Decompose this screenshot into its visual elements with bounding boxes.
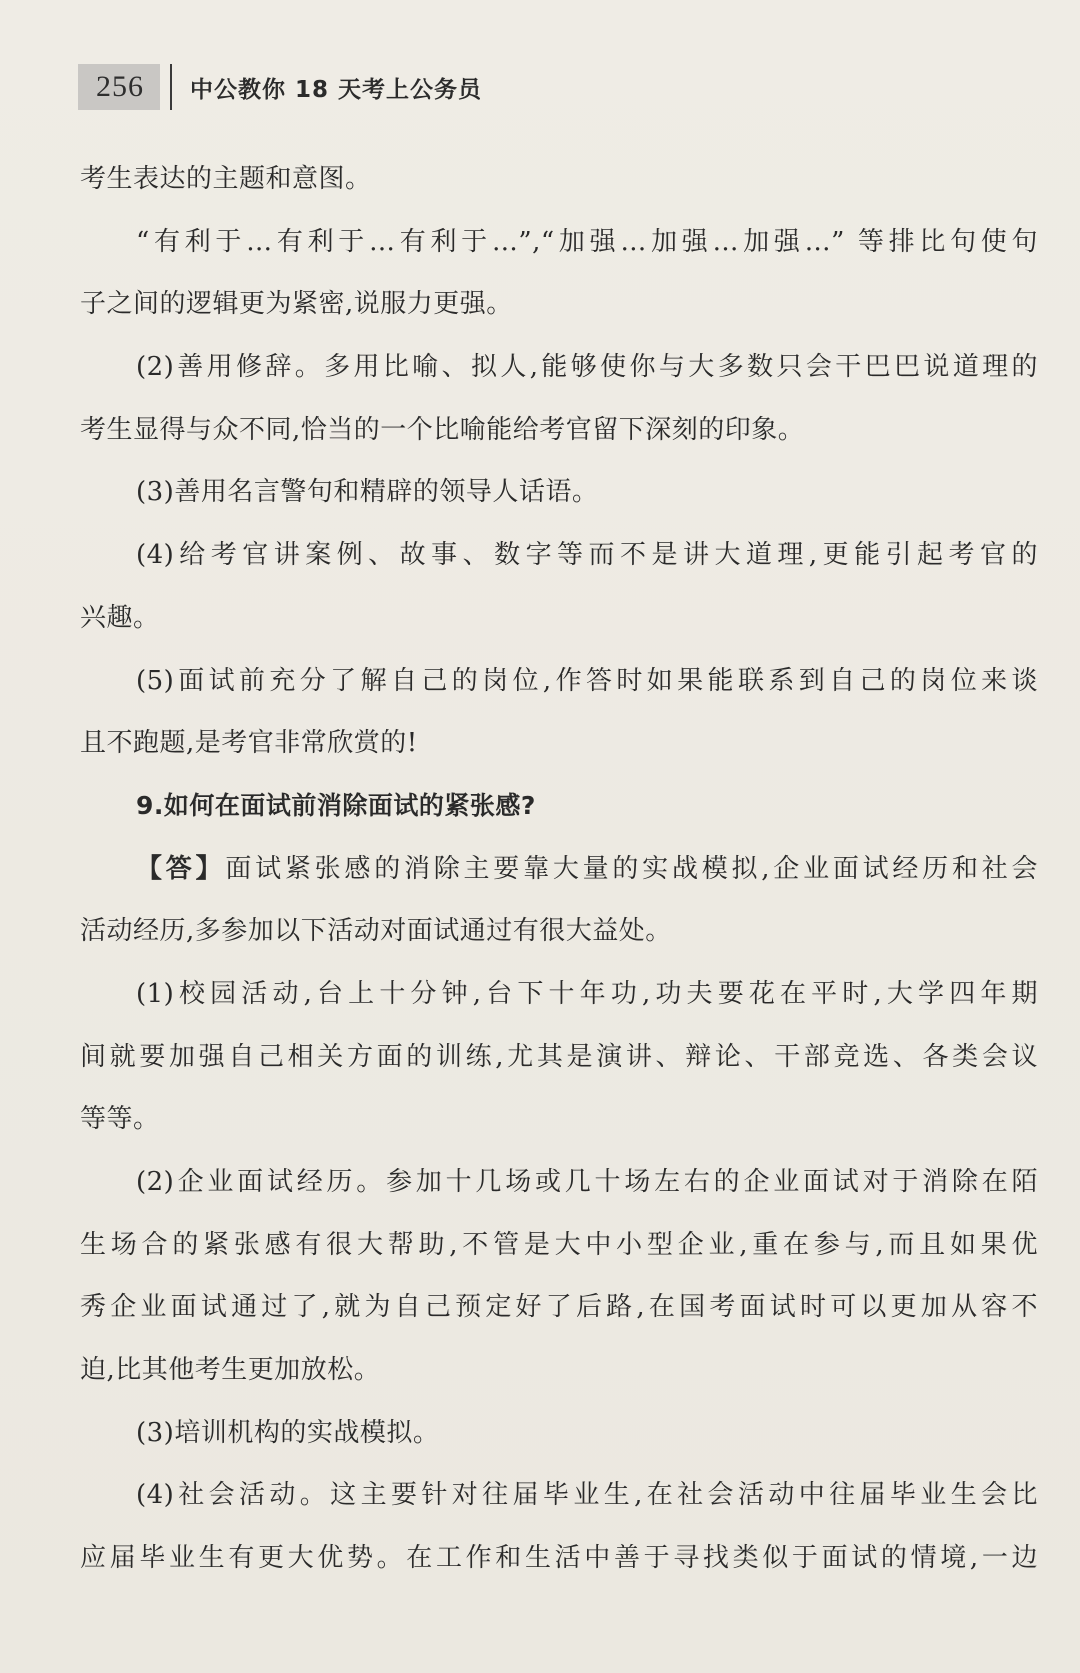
- text-line: (4)给考官讲案例、故事、数字等而不是讲大道理,更能引起考官的: [136, 540, 1038, 571]
- text-line: 秀企业面试通过了,就为自己预定好了后路,在国考面试时可以更加从容不: [80, 1292, 1038, 1323]
- text-line: 且不跑题,是考官非常欣赏的!: [80, 728, 418, 759]
- answer-tag: 【答】: [136, 853, 226, 884]
- text-line: 考生表达的主题和意图。: [80, 164, 372, 194]
- text-line: 间就要加强自己相关方面的训练,尤其是演讲、辩论、干部竞选、各类会议: [80, 1041, 1038, 1072]
- text-line: 迫,比其他考生更加放松。: [80, 1355, 381, 1386]
- text-line: 兴趣。: [80, 602, 160, 633]
- text-line: (4)社会活动。这主要针对往届毕业生,在社会活动中往届毕业生会比: [136, 1480, 1038, 1511]
- page-number: 256: [78, 64, 160, 110]
- text-line: (2)善用修辞。多用比喻、拟人,能够使你与大多数只会干巴巴说道理的: [136, 352, 1038, 383]
- text-line: 考生显得与众不同,恰当的一个比喻能给考官留下深刻的印象。: [80, 414, 805, 445]
- text-line: 等等。: [80, 1104, 160, 1135]
- answer-paragraph-first-line: [80, 838, 1038, 901]
- text-line: (5)面试前充分了解自己的岗位,作答时如果能联系到自己的岗位来谈: [136, 665, 1038, 696]
- text-line: (2)企业面试经历。参加十几场或几十场左右的企业面试对于消除在陌: [136, 1167, 1038, 1197]
- text-line: 生场合的紧张感有很大帮助,不管是大中小型企业,重在参与,而且如果优: [80, 1229, 1038, 1260]
- text-line: (3)善用名言警句和精辟的领导人话语。: [136, 477, 599, 508]
- text-line: (3)培训机构的实战模拟。: [136, 1417, 440, 1448]
- header-divider: [170, 64, 172, 110]
- text-line: (1)校园活动,台上十分钟,台下十年功,功夫要花在平时,大学四年期: [136, 978, 1038, 1009]
- text-line: 活动经历,多参加以下活动对面试通过有很大益处。: [80, 916, 672, 947]
- text-span: 面试紧张感的消除主要靠大量的实战模拟,企业面试经历和社会: [225, 853, 1038, 884]
- page-header: [78, 64, 482, 110]
- text-line: “有利于…有利于…有利于…”,“加强…加强…加强…” 等排比句使句: [136, 226, 1038, 257]
- page-body: [80, 148, 1038, 1590]
- section-heading: 9.如何在面试前消除面试的紧张感?: [136, 790, 536, 820]
- text-line: 应届毕业生有更大优势。在工作和生活中善于寻找类似于面试的情境,一边: [80, 1543, 1038, 1574]
- text-line: 子之间的逻辑更为紧密,说服力更强。: [80, 289, 513, 320]
- book-title: 中公教你 18 天考上公务员: [190, 76, 483, 103]
